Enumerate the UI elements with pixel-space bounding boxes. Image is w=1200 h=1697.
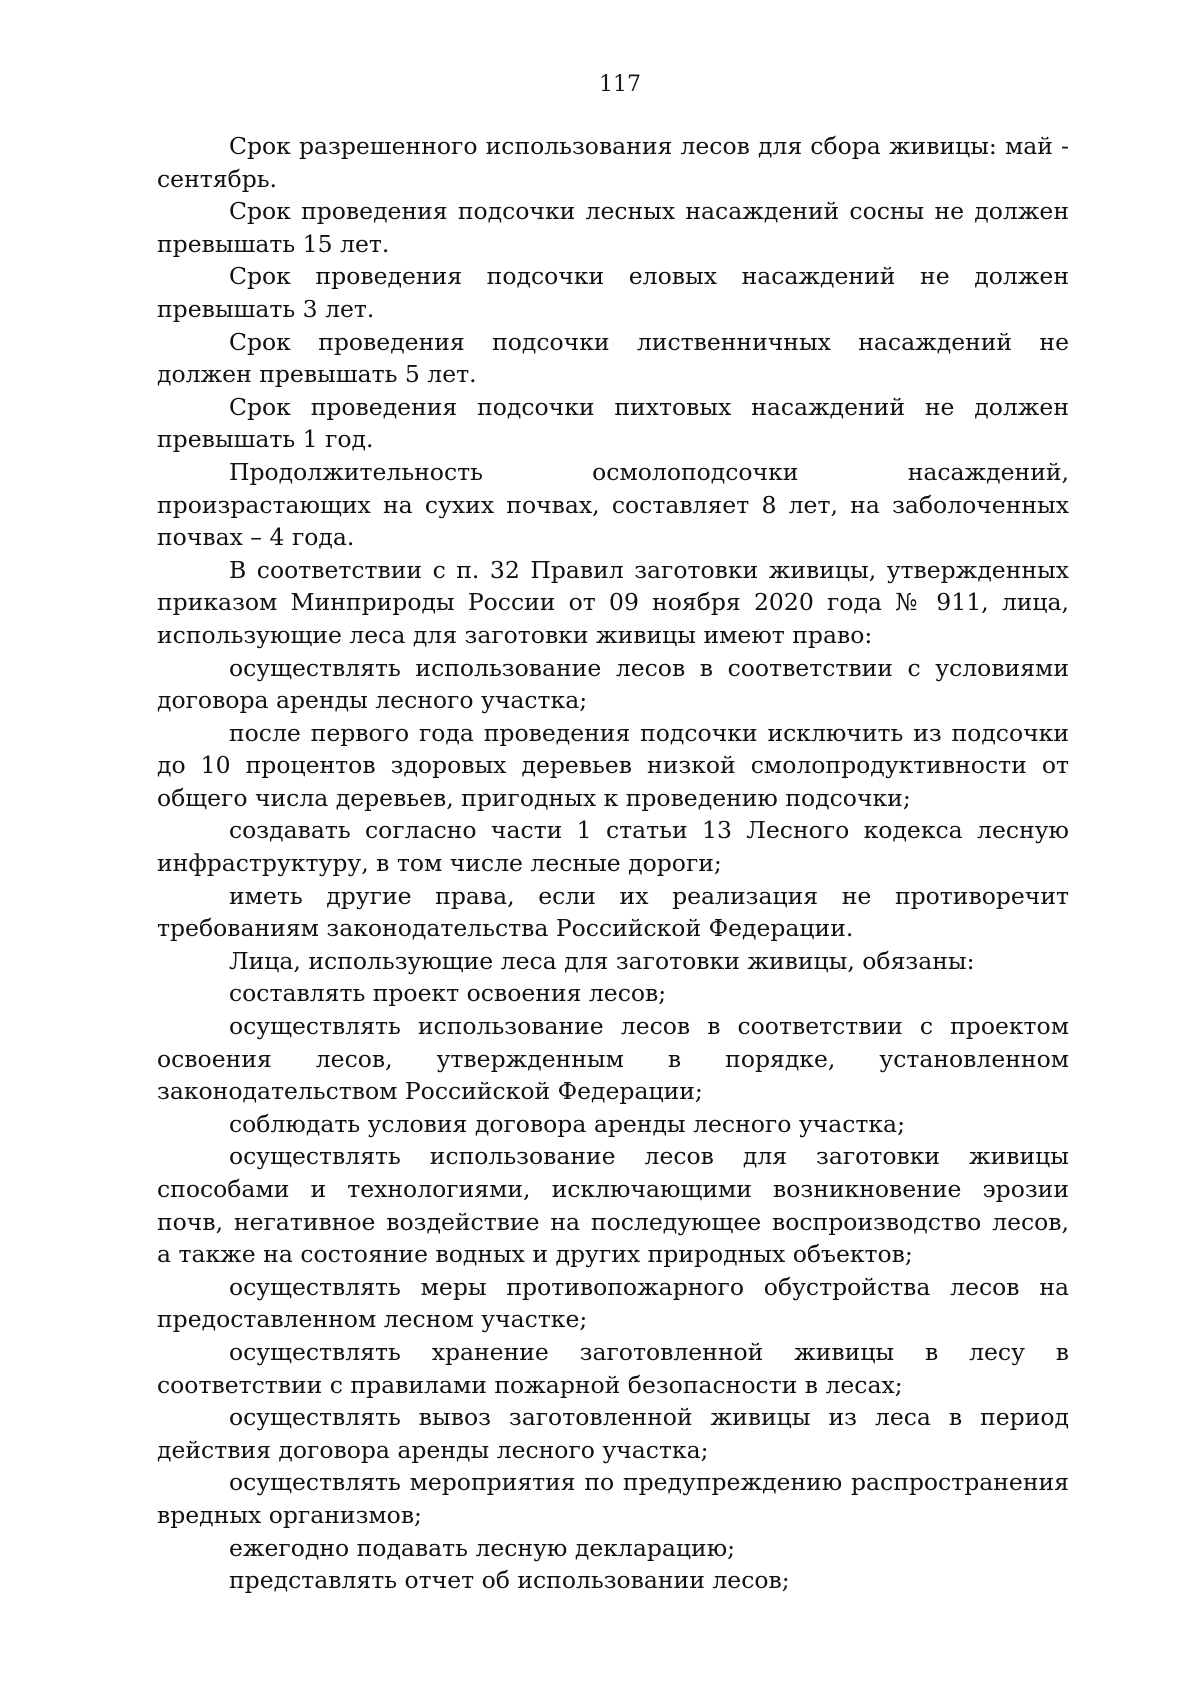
list-item-obligation: представлять отчет об использовании лесов; (229, 1566, 790, 1595)
list-item-right: после первого года проведения подсочки исключить из подсочки до 10 процентов здоровых деревьев низкой смолопродуктивности от общего числа деревьев, пригодных к проведению подсочки; (157, 718, 1069, 812)
list-item-right: создавать согласно части 1 статьи 13 Лесного кодекса лесную инфраструктуру, в том числе лесные дороги; (157, 816, 1069, 878)
list-item-obligation: соблюдать условия договора аренды лесного участка; (229, 1109, 905, 1138)
list-item-obligation: осуществлять использование лесов в соответствии с проектом освоения лесов, утвержденным в порядке, установленном законодательством Российской Федерации; (157, 1012, 1069, 1106)
document-body (157, 130, 1069, 1597)
list-item-right: осуществлять использование лесов в соответствии с условиями договора аренды лесного участка; (157, 653, 1069, 715)
paragraph-spruce-tapping-term: Срок проведения подсочки еловых насаждений не должен превышать 3 лет. (157, 262, 1069, 323)
paragraph-larch-tapping-term: Срок проведения подсочки лиственничных насаждений не должен превышать 5 лет. (157, 327, 1069, 389)
list-item-obligation: ежегодно подавать лесную декларацию; (229, 1533, 736, 1562)
list-item-obligation: осуществлять меры противопожарного обустройства лесов на предоставленном лесном участке; (157, 1272, 1069, 1334)
list-item-obligation: осуществлять использование лесов для заготовки живицы способами и технологиями, исключающими возникновение эрозии почв, негативное воздействие на последующее воспроизводство лесов, а также на состояние водных и других природных объектов; (157, 1142, 1069, 1269)
list-item-obligation: осуществлять вывоз заготовленной живицы из леса в период действия договора аренды лесного участка; (157, 1403, 1069, 1464)
paragraph-obligations-intro: Лица, использующие леса для заготовки живицы, обязаны: (229, 946, 975, 975)
list-item-obligation: осуществлять хранение заготовленной живицы в лесу в соответствии с правилами пожарной безопасности в лесах; (157, 1337, 1069, 1399)
paragraph-resin-tapping-duration: Продолжительность осмолоподсочки насаждений, произрастающих на сухих почвах, составляет 8 лет, на заболоченных почвах – 4 года. (157, 457, 1069, 552)
list-item-obligation: составлять проект освоения лесов; (229, 979, 667, 1008)
page-number: 117 (599, 72, 641, 97)
list-item-obligation: осуществлять мероприятия по предупреждению распространения вредных организмов; (157, 1468, 1069, 1529)
paragraph-rights-intro: В соответствии с п. 32 Правил заготовки живицы, утвержденных приказом Минприроды России от 09 ноября 2020 года № 911, лица, использующие леса для заготовки живицы имеют право: (157, 555, 1069, 649)
paragraph-fir-tapping-term: Срок проведения подсочки пихтовых насаждений не должен превышать 1 год. (157, 392, 1069, 454)
paragraph-pine-tapping-term: Срок проведения подсочки лесных насаждений сосны не должен превышать 15 лет. (157, 197, 1069, 258)
list-item-right: иметь другие права, если их реализация не противоречит требованиям законодательства Российской Федерации. (157, 881, 1069, 943)
paragraph-collection-period: Срок разрешенного использования лесов для сбора живицы: май - сентябрь. (157, 132, 1069, 193)
